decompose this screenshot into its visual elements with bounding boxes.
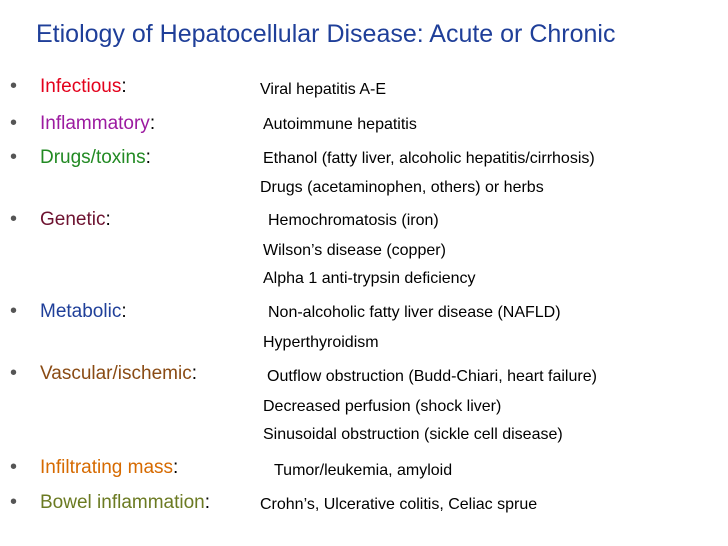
bullet-icon: •: [10, 208, 18, 230]
description-line: Tumor/leukemia, amyloid: [274, 462, 453, 479]
description-line: Viral hepatitis A-E: [260, 81, 386, 98]
description-line: Hyperthyroidism: [263, 334, 379, 351]
category-inflammatory: Inflammatory:: [40, 113, 156, 134]
category-label: Inflammatory: [40, 113, 150, 134]
category-label: Vascular/ischemic: [40, 363, 192, 384]
category-label: Infiltrating mass: [40, 457, 174, 478]
category-infectious: Infectious:: [40, 76, 127, 97]
slide-title: Etiology of Hepatocellular Disease: Acute or Chronic: [36, 20, 616, 48]
category-label: Infectious: [40, 76, 122, 97]
category-label: Bowel inflammation: [40, 492, 205, 513]
description-line: Crohn’s, Ulcerative colitis, Celiac sprue: [260, 496, 538, 513]
category-bowel-inflammation: Bowel inflammation:: [40, 492, 211, 513]
category-label: Drugs/toxins: [40, 147, 146, 168]
category-genetic: Genetic:: [40, 209, 111, 230]
bullet-icon: •: [10, 362, 18, 384]
description-line: Outflow obstruction (Budd-Chiari, heart failure): [267, 368, 597, 385]
description-line: Non-alcoholic fatty liver disease (NAFLD): [268, 304, 561, 321]
description-line: Alpha 1 anti-trypsin deficiency: [263, 270, 476, 287]
description-line: Autoimmune hepatitis: [263, 116, 417, 133]
category-infiltrating-mass: Infiltrating mass:: [40, 457, 179, 478]
description-line: Decreased perfusion (shock liver): [263, 398, 502, 415]
description-line: Sinusoidal obstruction (sickle cell disease): [263, 426, 563, 443]
bullet-icon: •: [10, 456, 18, 478]
description-line: Ethanol (fatty liver, alcoholic hepatitis/cirrhosis): [263, 150, 595, 167]
category-vascular-ischemic: Vascular/ischemic:: [40, 363, 197, 384]
category-metabolic: Metabolic:: [40, 301, 127, 322]
category-label: Genetic: [40, 209, 106, 230]
description-line: Drugs (acetaminophen, others) or herbs: [260, 179, 544, 196]
bullet-icon: •: [10, 146, 18, 168]
description-line: Hemochromatosis (iron): [268, 212, 439, 229]
bullet-icon: •: [10, 300, 18, 322]
category-drugs-toxins: Drugs/toxins:: [40, 147, 151, 168]
bullet-icon: •: [10, 112, 18, 134]
category-label: Metabolic: [40, 301, 122, 322]
bullet-icon: •: [10, 491, 18, 513]
description-line: Wilson’s disease (copper): [263, 242, 446, 259]
bullet-icon: •: [10, 75, 18, 97]
